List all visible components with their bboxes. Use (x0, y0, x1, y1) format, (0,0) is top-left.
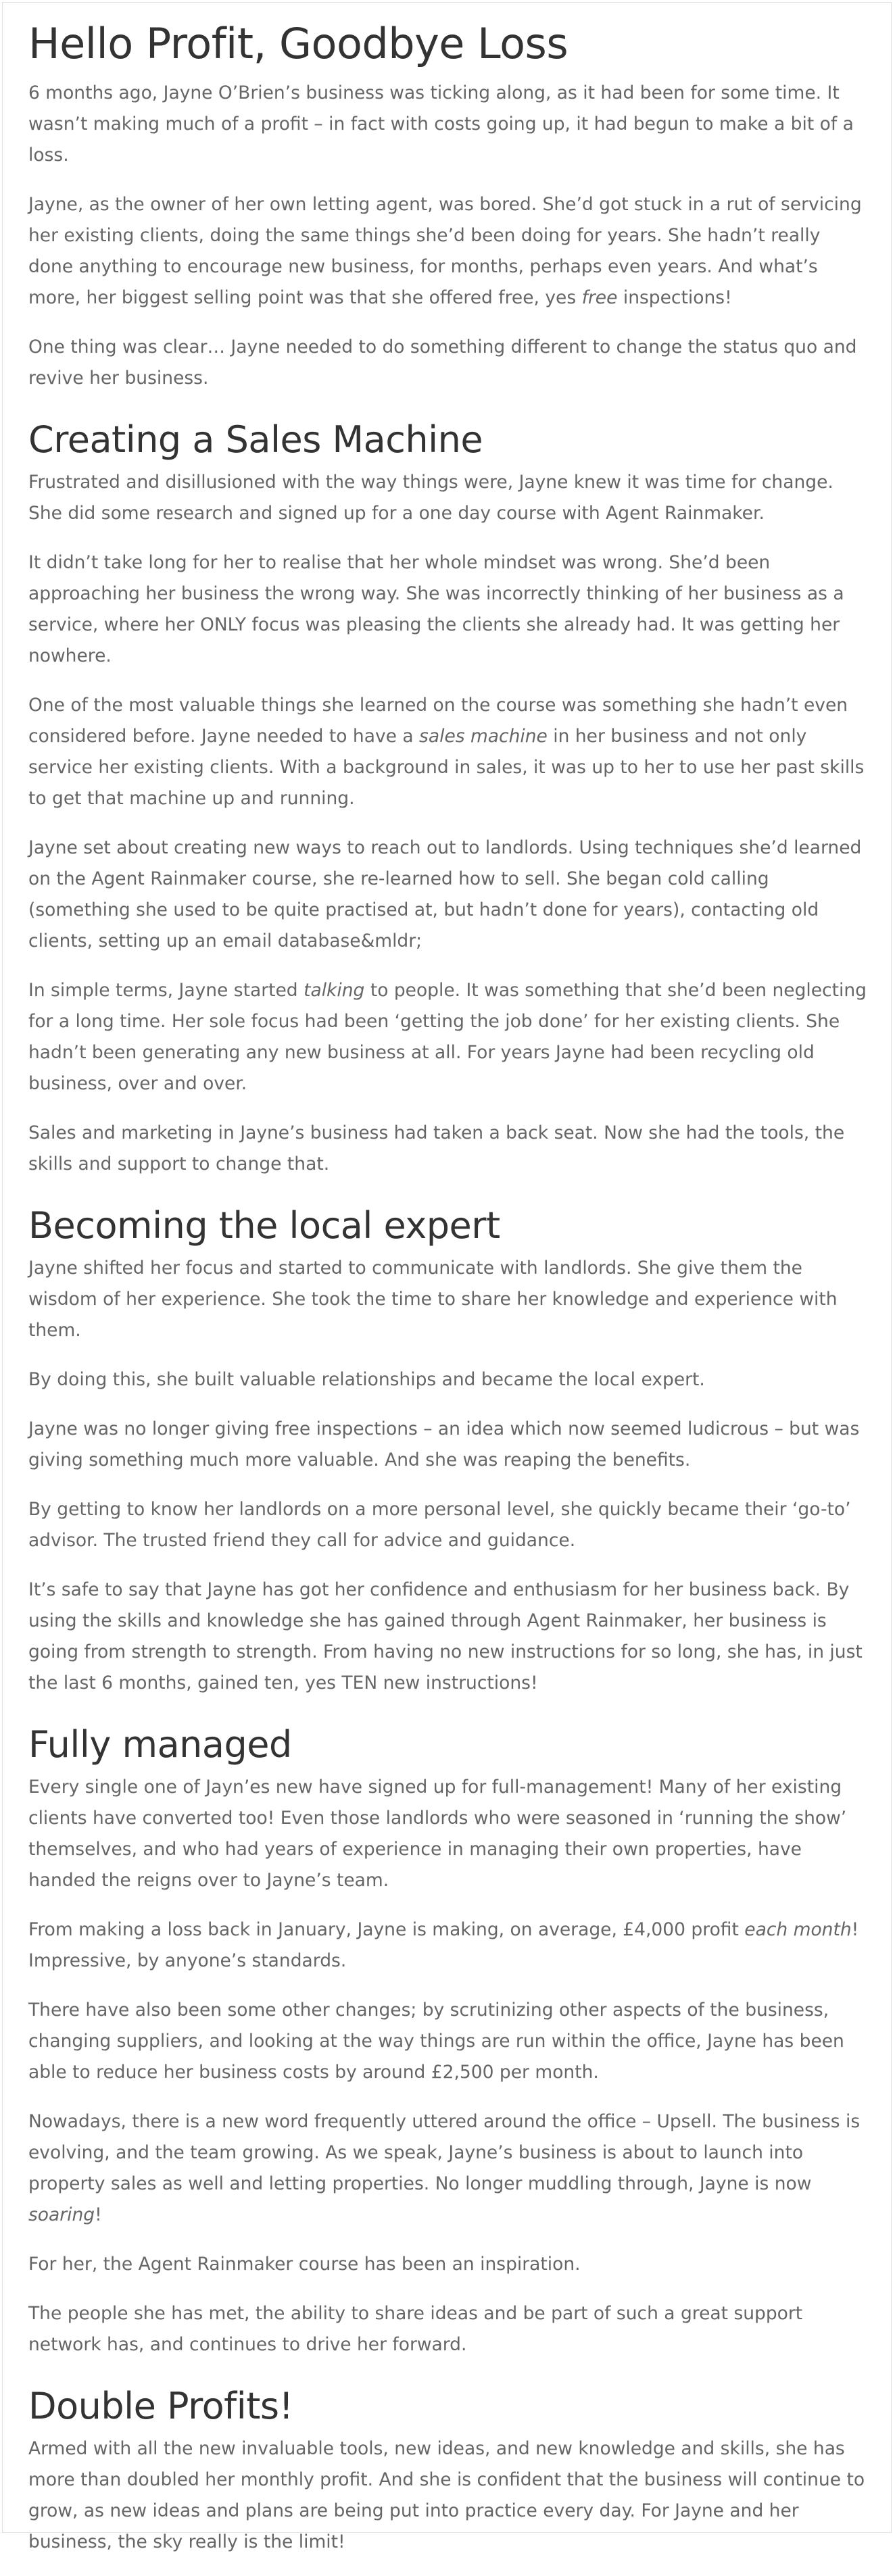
section-heading: Double Profits! (28, 2385, 293, 2427)
paragraph: Jayne was no longer giving free inspections – an idea which now seemed ludicrous – but was giving something much more valuable. And she was reaping the benefits. (28, 1418, 860, 1470)
article-title: Hello Profit, Goodbye Loss (28, 19, 569, 68)
section-heading: Fully managed (28, 1723, 292, 1766)
paragraph: It didn’t take long for her to realise that her whole mindset was wrong. She’d been approaching her business the wrong way. She was incorrectly thinking of her business as a service, where her ONLY focus was pleasing the clients she already had. It was getting her nowhere. (28, 552, 844, 666)
paragraph: Nowadays, there is a new word frequently uttered around the office – Upsell. The business is evolving, and the team growing. As we speak, Jayne’s business is about to launch into property sales as well and letting properties. No longer muddling through, Jayne is now soaring! (28, 2111, 861, 2225)
paragraph: There have also been some other changes; by scrutinizing other aspects of the business, changing suppliers, and looking at the way things are run within the office, Jayne has been able to reduce her business costs by around £2,500 per month. (28, 2000, 844, 2083)
paragraph: 6 months ago, Jayne O’Brien’s business was ticking along, as it had been for some time. It wasn’t making much of a profit – in fact with costs going up, it had begun to make a bit of a loss. (28, 82, 854, 166)
paragraph: Jayne, as the owner of her own letting agent, was bored. She’d got stuck in a rut of servicing her existing clients, doing the same things she’d been doing for years. She hadn’t really done anything to encourage new business, for months, perhaps even years. And what’s more, her biggest selling point was that she offered free, yes free inspections! (28, 194, 862, 308)
paragraph: One thing was clear… Jayne needed to do something different to change the status quo and revive her business. (28, 337, 857, 389)
paragraph: One of the most valuable things she learned on the course was something she hadn’t even considered before. Jayne needed to have a sales machine in her business and not only service her existing clients. With a background in sales, it was up to her to use her past skills to get that machine up and running. (28, 695, 865, 809)
section-creating-a-sales-machine (28, 412, 867, 1180)
section-becoming-the-local-expert (28, 1198, 867, 1699)
paragraph: In simple terms, Jayne started talking to people. It was something that she’d been neglecting for a long time. Her sole focus had been ‘getting the job done’ for her existing clients. She hadn’t been generating any new business at all. For years Jayne had been recycling old business, over and over. (28, 980, 867, 1094)
intro (28, 78, 867, 394)
paragraph: It’s safe to say that Jayne has got her confidence and enthusiasm for her business back. By using the skills and knowledge she has gained through Agent Rainmaker, her business is going from strength to strength. From having no new instructions for so long, she has, in just the last 6 months, gained ten, yes TEN new instructions! (28, 1579, 863, 1693)
paragraph: For her, the Agent Rainmaker course has been an inspiration. (28, 2254, 581, 2275)
article (28, 12, 867, 2576)
paragraph: By doing this, she built valuable relationships and became the local expert. (28, 1369, 705, 1390)
section-heading: Becoming the local expert (28, 1204, 500, 1247)
section-fully-managed (28, 1717, 867, 2360)
paragraph: Sales and marketing in Jayne’s business had taken a back seat. Now she had the tools, the skills and support to change that. (28, 1122, 845, 1174)
section-double-profits (28, 2379, 867, 2558)
section-heading: Creating a Sales Machine (28, 418, 483, 461)
paragraph: By getting to know her landlords on a more personal level, she quickly became their ‘go-to’ advisor. The trusted friend they call for advice and guidance. (28, 1499, 851, 1551)
paragraph: Every single one of Jayn’es new have signed up for full-management! Many of her existing clients have converted too! Even those landlords who were seasoned in ‘running the show’ themselves, and who had years of experience in managing their own properties, have handed the reigns over to Jayne’s team. (28, 1777, 847, 1891)
paragraph: From making a loss back in January, Jayne is making, on average, £4,000 profit each month! Impressive, by anyone’s standards. (28, 1919, 859, 1971)
paragraph: Frustrated and disillusioned with the way things were, Jayne knew it was time for change. She did some research and signed up for a one day course with Agent Rainmaker. (28, 472, 833, 524)
paragraph: The people she has met, the ability to share ideas and be part of such a great support network has, and continues to drive her forward. (28, 2303, 803, 2355)
paragraph: Armed with all the new invaluable tools, new ideas, and new knowledge and skills, she has more than doubled her monthly profit. And she is confident that the business will continue to grow, as new ideas and plans are being put into practice every day. For Jayne and her business, the sky really is the limit! (28, 2438, 865, 2552)
paragraph: Jayne set about creating new ways to reach out to landlords. Using techniques she’d learned on the Agent Rainmaker course, she re-learned how to sell. She began cold calling (something she used to be quite practised at, but hadn’t done for years), contacting old clients, setting up an email database&mldr; (28, 837, 862, 951)
paragraph: Jayne shifted her focus and started to communicate with landlords. She give them the wisdom of her experience. She took the time to share her knowledge and experience with them. (28, 1258, 838, 1341)
